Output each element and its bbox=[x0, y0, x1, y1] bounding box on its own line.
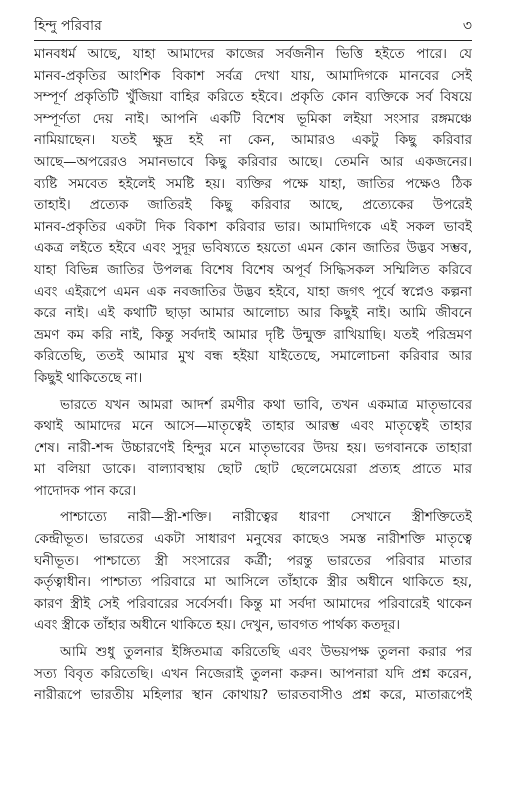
running-title: হিন্দু পরিবার bbox=[34, 18, 102, 34]
text-line: নারীরূপে ভারতীয় মহিলার স্থান কোথায়? ভারতবাসীও প্রশ্ন করে, মাতারূপেই bbox=[34, 688, 472, 704]
text-line: কিছুই থাকিতেছে না। bbox=[34, 370, 143, 386]
text-line: মানব-প্রকৃতির একটা দিক বিকাশ করিবার ভার। আমাদিগকে এই সকল ভাবই bbox=[34, 219, 472, 235]
text-line: মা বলিয়া ডাকে। বাল্যাবস্থায় ছোট ছোট ছেলেমেয়েরা প্রত্যহ প্রাতে মার bbox=[34, 462, 472, 478]
paragraph bbox=[34, 44, 472, 390]
text-line: ঘনীভূত। পাশ্চাত্যে স্ত্রী সংসারের কর্ত্রী; পরন্তু ভারতের পরিবার মাতার bbox=[34, 553, 472, 569]
text-line: পাশ্চাত্যে নারী—স্ত্রী-শক্তি। নারীত্বের ধারণা সেখানে স্ত্রীশক্তিতেই bbox=[60, 510, 472, 526]
text-line: আছে—অপরেরও সমানভাবে কিছু করিবার আছে। তেমনি আর একজনের। bbox=[34, 154, 472, 170]
text-line: কেন্দ্রীভূত। ভারতের একটা সাধারণ মনুষের কাছেও সমস্ত নারীশক্তি মাতৃত্বে bbox=[34, 532, 472, 548]
text-line: পাদোদক পান করে। bbox=[34, 483, 137, 499]
text-line: কথাই আমাদের মনে আসে—মাতৃত্বেই তাহার আরম্ভ এবং মাতৃত্বেই তাহার bbox=[34, 419, 472, 435]
paragraph bbox=[34, 507, 472, 637]
text-line: কর্তৃত্বাধীন। পাশ্চাত্য পরিবারে মা আসিলে তাঁহাকে স্ত্রীর অধীনে থাকিতে হয়, bbox=[34, 575, 472, 591]
text-line: সম্পূর্ণ প্রকৃতিটি খুঁজিয়া বাহির করিতে হইবে। প্রকৃতি কোন ব্যক্তিকে সর্ব বিষয়ে bbox=[34, 90, 472, 106]
text-line: কারণ স্ত্রীই সেই পরিবারের সর্বেসর্বা। কিন্তু মা সর্বদা আমাদের পরিবারেই থাকেন bbox=[34, 596, 472, 612]
text-line: আমি শুধু তুলনার ইঙ্গিতমাত্র করিতেছি এবং উভয়পক্ষ তুলনা করার পর bbox=[60, 645, 472, 661]
text-line: যাহা বিভিন্ন জাতির উপলব্ধ বিশেষ বিশেষ অপূর্ব সিদ্ধিসকল সম্মিলিত করিবে bbox=[34, 262, 472, 278]
text-line: মানব-প্রকৃতির আংশিক বিকাশ সর্বত্র দেখা যায়, আমাদিগকে মানবের সেই bbox=[34, 68, 472, 84]
text-line: সত্য বিবৃত করিতেছি। এখন নিজেরাই তুলনা করুন। আপনারা যদি প্রশ্ন করেন, bbox=[34, 666, 472, 682]
text-line: ব্যষ্টি সমবেত হইলেই সমষ্টি হয়। ব্যক্তির পক্ষে যাহা, জাতির পক্ষেও ঠিক bbox=[34, 176, 472, 192]
text-line: ভ্রমণ কম করি নাই, কিন্তু সর্বদাই আমার দৃষ্টি উন্মুক্ত রাখিয়াছি। যতই পরিভ্রমণ bbox=[34, 327, 472, 343]
paragraph bbox=[34, 642, 472, 707]
text-line: একত্র লইতে হইবে এবং সুদূর ভবিষ্যতে হয়তো এমন কোন জাতির উদ্ভব সম্ভব, bbox=[34, 241, 472, 257]
text-line: মানবধর্ম আছে, যাহা আমাদের কাজের সর্বজনীন ভিত্তি হইতে পারে। যে bbox=[34, 47, 472, 62]
text-line: এবং এইরূপে এমন এক নবজাতির উদ্ভব হইবে, যাহা জগৎ পূর্বে স্বপ্নেও কল্পনা bbox=[34, 284, 472, 300]
text-line: সম্পূর্ণতা দেয় নাই। আপনি একটি বিশেষ ভূমিকা লইয়া সংসার রঙ্গমঞ্চে bbox=[34, 111, 472, 127]
text-line: তাহাই। প্রত্যেক জাতিরই কিছু করিবার আছে, প্রত্যেকের উপরেই bbox=[34, 198, 472, 214]
running-header bbox=[34, 14, 472, 38]
paragraph bbox=[34, 395, 472, 503]
text-line: নামিয়াছেন। যতই ক্ষুদ্র হই না কেন, আমারও একটু কিছু করিবার bbox=[34, 133, 472, 149]
text-line: এবং স্ত্রীকে তাঁহার অধীনে থাকিতে হয়। দেখুন, ভাবগত পার্থক্য কতদূর। bbox=[34, 618, 401, 634]
header-rule bbox=[34, 40, 472, 41]
body-text bbox=[34, 44, 472, 707]
page-number: ৩ bbox=[462, 18, 472, 34]
text-line: করিতেছি, ততই আমার মুখ বন্ধ হইয়া যাইতেছে, সমালোচনা করিবার আর bbox=[34, 349, 472, 365]
text-line: ভারতে যখন আমরা আদর্শ রমণীর কথা ভাবি, তখন একমাত্র মাতৃভাবের bbox=[60, 397, 472, 413]
text-line: শেষ। নারী-শব্দ উচ্চারণেই হিন্দুর মনে মাতৃভাবের উদয় হয়। ভগবানকে তাহারা bbox=[34, 440, 472, 456]
text-line: করে নাই। এই কথাটি ছাড়া আমার আলোচ্য আর কিছুই নাই। আমি জীবনে bbox=[34, 306, 472, 322]
